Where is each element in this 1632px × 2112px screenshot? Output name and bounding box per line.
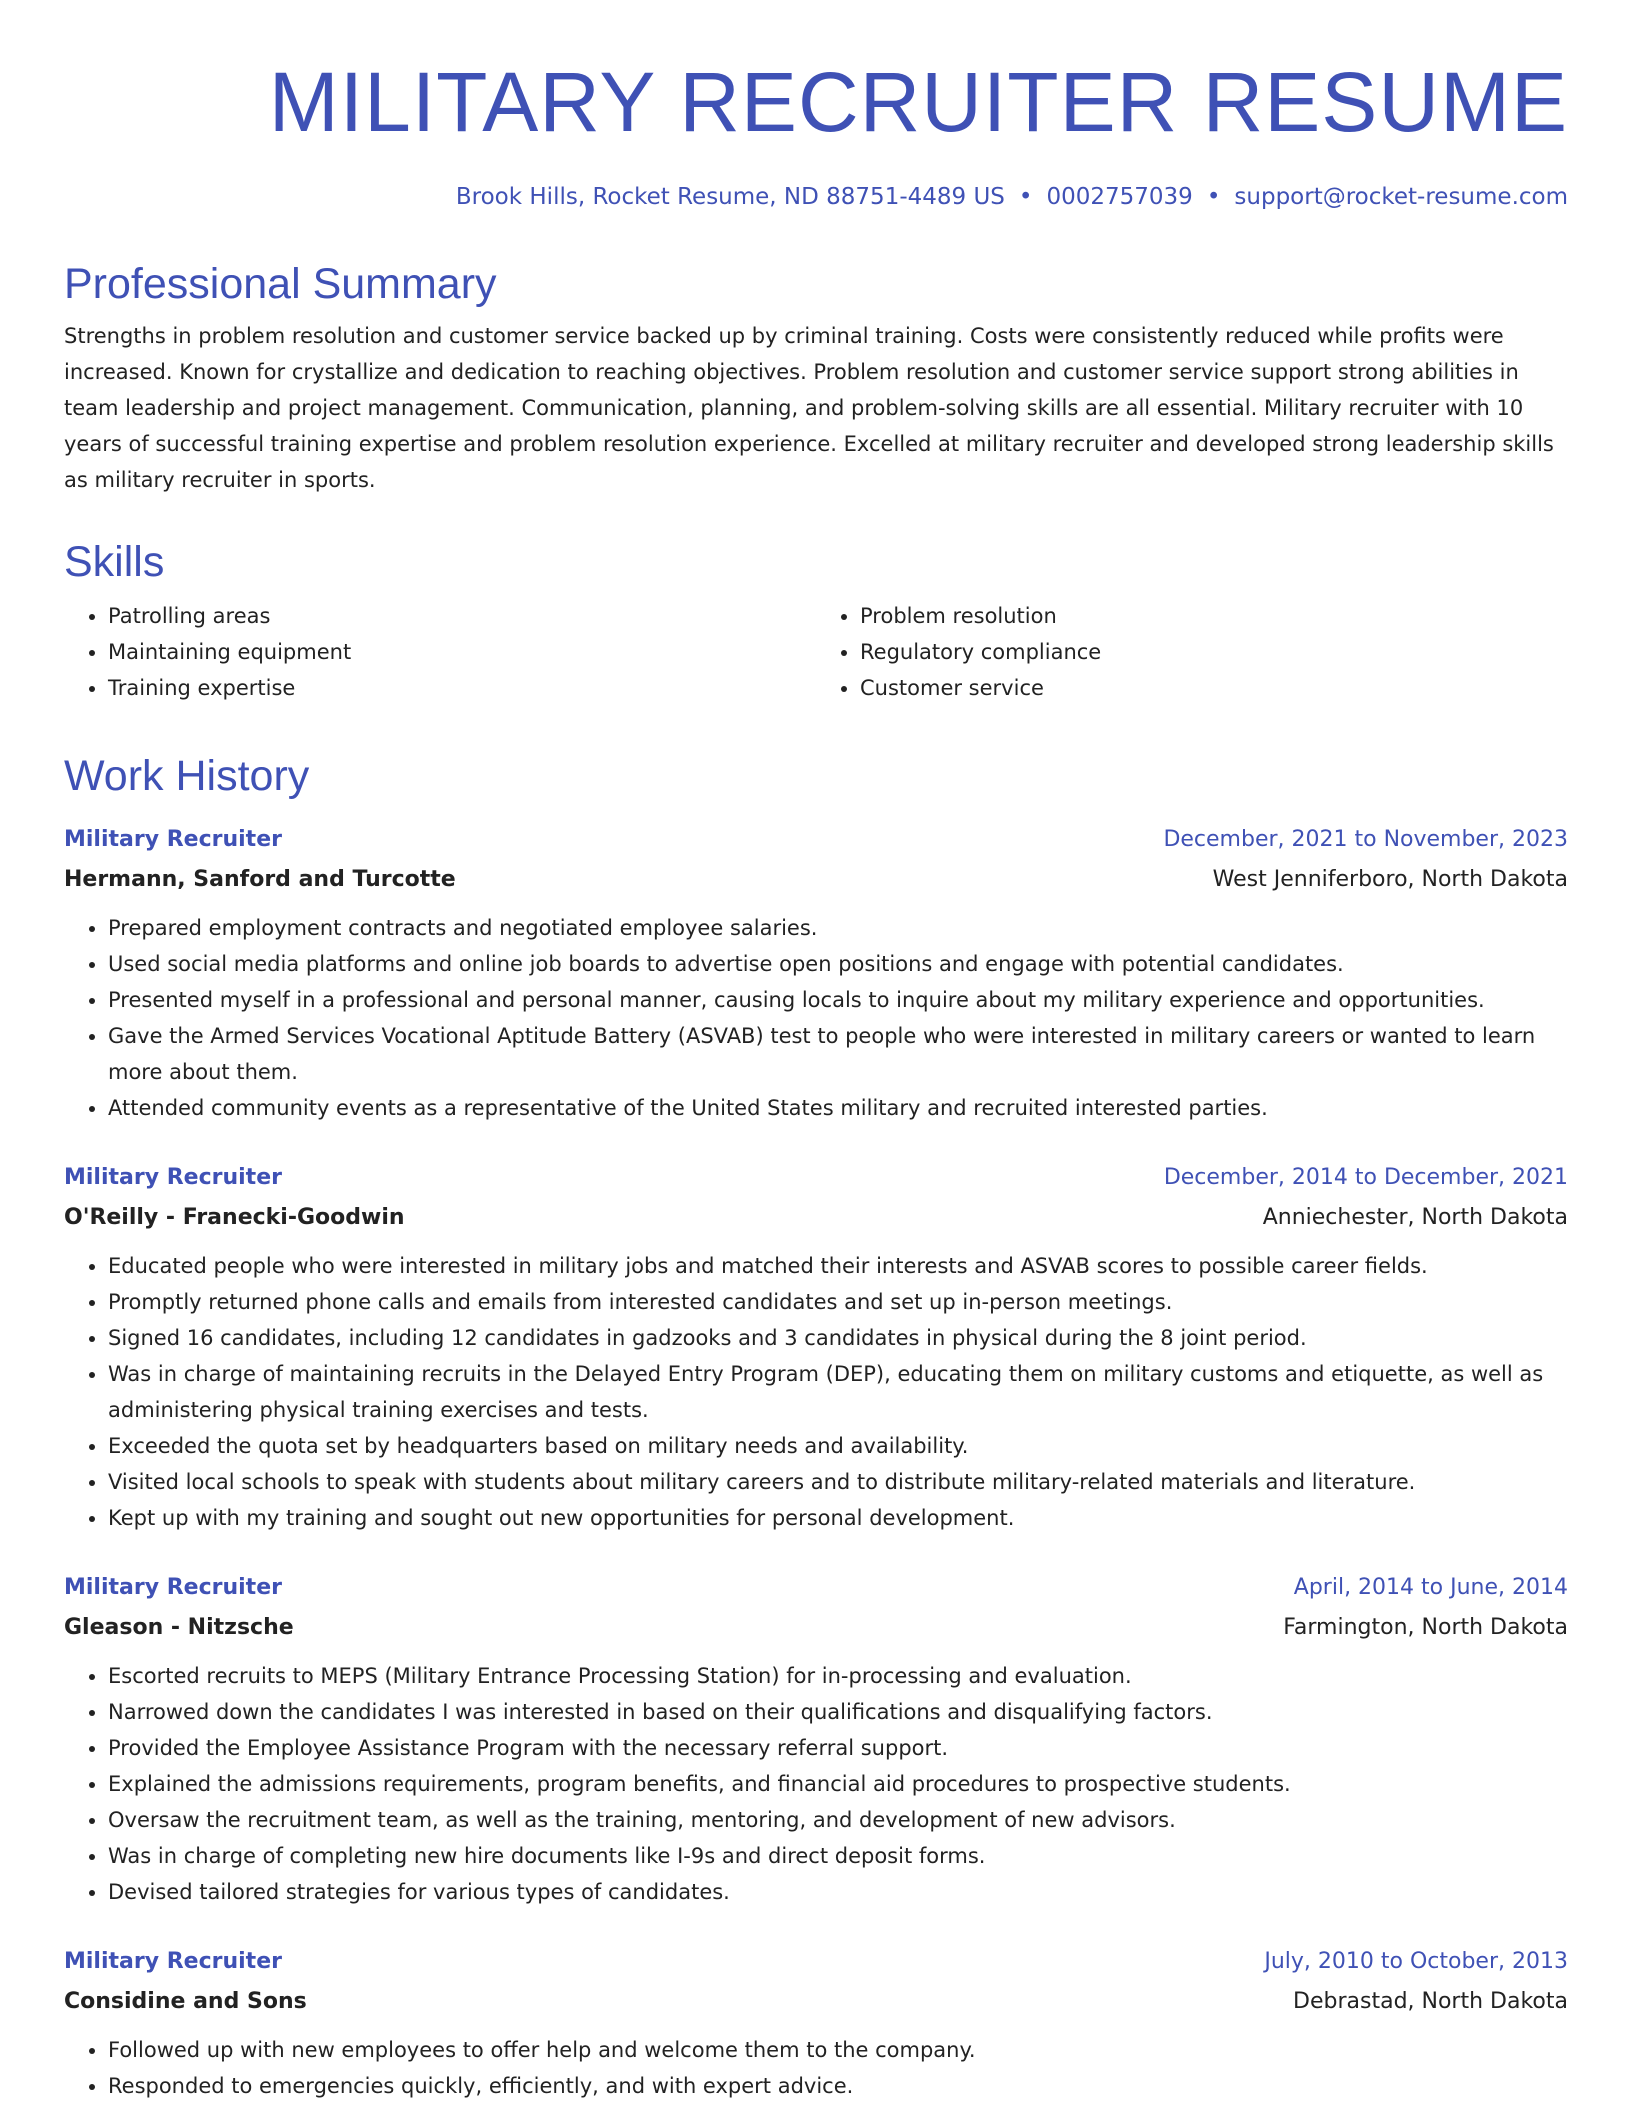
job-company-row [64,860,1568,900]
job-dates: December, 2021 to November, 2023 [1163,827,1568,852]
work-heading: Work History [64,752,310,800]
job-bullet: • Explained the admissions requirements, program benefits, and financial aid procedures to prospective students. [108,1766,1568,1802]
job-bullet: • Was in charge of maintaining recruits in the Delayed Entry Program (DEP), educating them on military customs and etiquette, as well as administering physical training exercises and tests. [108,1356,1568,1428]
skills-heading: Skills [64,538,165,586]
summary-heading: Professional Summary [64,260,497,308]
summary-text: Strengths in problem resolution and customer service backed up by criminal training. Costs were consistently reduced while profits were increased. Known for crystallize and dedication to reaching objectives. Problem resolution and customer service support strong abilities in team leadership and project management. Communication, planning, and problem-solving skills are all essential. Military recruiter with 10 years of successful training expertise and problem resolution experience. Excelled at military recruiter and developed strong leadership skills as military recruiter in sports. [64,324,1554,492]
job-bullet: • Responded to emergencies quickly, efficiently, and with expert advice. [108,2068,1568,2104]
job-bullet: • Kept up with my training and sought out new opportunities for personal development. [108,1500,1568,1536]
job-location: Debrastad, North Dakota [1293,1989,1568,2014]
job-bullets [64,2032,1568,2104]
job-bullet: • Oversaw the recruitment team, as well as the training, mentoring, and development of new advisors. [108,1802,1568,1838]
job-bullet: • Escorted recruits to MEPS (Military Entrance Processing Station) for in-processing and evaluation. [108,1658,1568,1694]
job-bullets [64,1658,1568,1910]
job-bullet: • Promptly returned phone calls and emails from interested candidates and set up in-person meetings. [108,1284,1568,1320]
skills-list-left [64,598,816,706]
skill-item: • Training expertise [108,670,816,706]
job-bullet: • Exceeded the quota set by headquarters based on military needs and availability. [108,1428,1568,1464]
skill-item: • Regulatory compliance [860,634,1568,670]
job-bullet: • Gave the Armed Services Vocational Aptitude Battery (ASVAB) test to people who were interested in military careers or wanted to learn more about them. [108,1018,1568,1090]
contact-line [456,180,1568,214]
job-title: Military Recruiter [64,1575,282,1600]
job-title-row [64,820,1568,860]
job-company: O'Reilly - Franecki-Goodwin [64,1205,405,1230]
bullet-separator: • [1018,184,1033,210]
job-title: Military Recruiter [64,827,282,852]
job-dates: April, 2014 to June, 2014 [1293,1575,1568,1600]
job-bullet: • Devised tailored strategies for various types of candidates. [108,1874,1568,1910]
job-bullet: • Presented myself in a professional and personal manner, causing locals to inquire about my military experience and opportunities. [108,982,1568,1018]
job-company-row [64,1608,1568,1648]
skills-section [64,536,1568,706]
job-entry [64,1942,1568,2104]
job-bullet: • Educated people who were interested in military jobs and matched their interests and ASVAB scores to possible career fields. [108,1248,1568,1284]
job-bullet: • Provided the Employee Assistance Program with the necessary referral support. [108,1730,1568,1766]
job-entry [64,1158,1568,1536]
skill-item: • Problem resolution [860,598,1568,634]
job-title-row [64,1568,1568,1608]
job-entry [64,820,1568,1126]
skills-grid [64,598,1568,706]
job-location: West Jenniferboro, North Dakota [1212,867,1568,892]
job-title: Military Recruiter [64,1165,282,1190]
job-dates: December, 2014 to December, 2021 [1163,1165,1568,1190]
address-text: Brook Hills, Rocket Resume, ND 88751-4489 US [455,184,1005,210]
job-company-row [64,1198,1568,1238]
summary-section [64,258,1568,498]
job-company-row [64,1982,1568,2022]
skill-item: • Customer service [860,670,1568,706]
job-bullet: • Visited local schools to speak with students about military careers and to distribute military-related materials and literature. [108,1464,1568,1500]
job-location: Farmington, North Dakota [1283,1615,1568,1640]
job-entry [64,1568,1568,1910]
job-bullets [64,910,1568,1126]
job-title-row [64,1942,1568,1982]
job-location: Anniechester, North Dakota [1262,1205,1568,1230]
job-dates: July, 2010 to October, 2013 [1264,1949,1568,1974]
job-bullet: • Used social media platforms and online job boards to advertise open positions and engage with potential candidates. [108,946,1568,982]
job-bullet: • Narrowed down the candidates I was interested in based on their qualifications and disqualifying factors. [108,1694,1568,1730]
job-bullet: • Attended community events as a representative of the United States military and recruited interested parties. [108,1090,1568,1126]
job-title-row [64,1158,1568,1198]
skill-item: • Maintaining equipment [108,634,816,670]
job-company: Hermann, Sanford and Turcotte [64,867,456,892]
bullet-separator: • [1206,184,1221,210]
job-bullet: • Followed up with new employees to offer help and welcome them to the company. [108,2032,1568,2068]
job-bullet: • Was in charge of completing new hire documents like I-9s and direct deposit forms. [108,1838,1568,1874]
job-company: Gleason - Nitzsche [64,1615,294,1640]
job-bullet: • Prepared employment contracts and negotiated employee salaries. [108,910,1568,946]
job-company: Considine and Sons [64,1989,307,2014]
phone-text: 0002757039 [1046,184,1193,210]
skills-list-right [816,598,1568,706]
work-section [64,750,1568,2104]
email-link[interactable]: support@rocket-resume.com [1234,184,1568,210]
job-bullet: • Signed 16 candidates, including 12 candidates in gadzooks and 3 candidates in physical during the 8 joint period. [108,1320,1568,1356]
resume-title: MILITARY RECRUITER RESUME [268,55,1568,149]
job-title: Military Recruiter [64,1949,282,1974]
skill-item: • Patrolling areas [108,598,816,634]
job-bullets [64,1248,1568,1536]
